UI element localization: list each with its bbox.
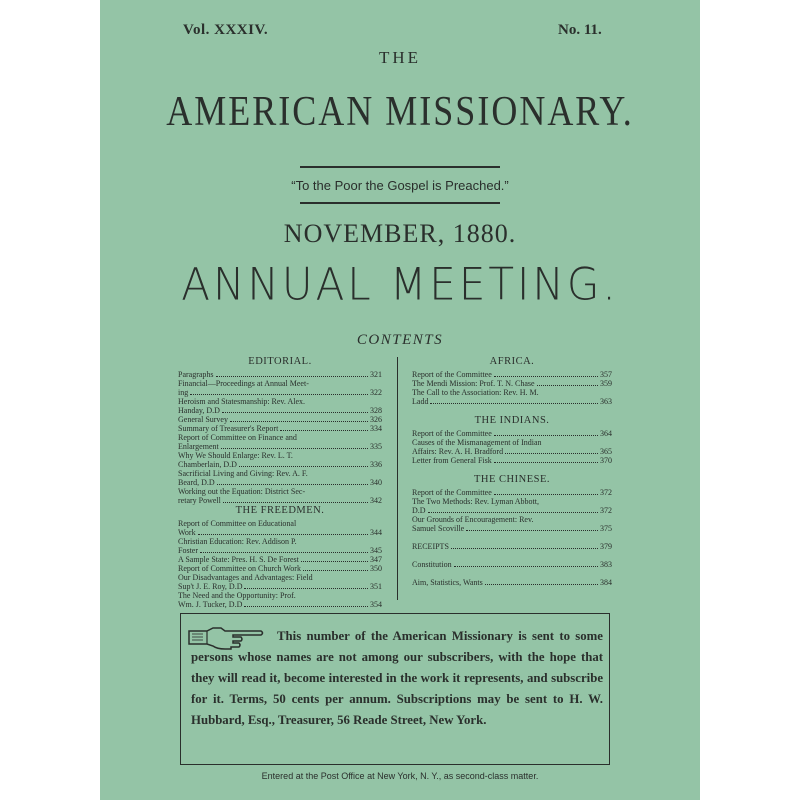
contents-entry-page: 354: [370, 600, 382, 609]
contents-entry-title: Report of the Committee: [412, 488, 492, 497]
contents-entry: [412, 497, 612, 506]
contents-entry: [412, 506, 612, 515]
leader-dots: [494, 376, 598, 377]
contents-entry-title: Sacrificial Living and Giving: Rev. A. F.: [178, 469, 308, 478]
contents-entry: [178, 370, 382, 379]
contents-spacer: [412, 465, 612, 474]
contents-entry-title: Aim, Statistics, Wants: [412, 578, 483, 587]
contents-entry-title: Report of Committee on Church Work: [178, 564, 301, 573]
contents-entry: [178, 573, 382, 582]
contents-entry: [178, 546, 382, 555]
contents-entry-title: Report of Committee on Educational: [178, 519, 297, 528]
contents-entry-page: 384: [600, 578, 612, 587]
contents-entry: [178, 424, 382, 433]
leader-dots: [537, 385, 598, 386]
contents-left-column: [178, 356, 382, 609]
contents-entry-title: Summary of Treasurer's Report: [178, 424, 279, 433]
leader-dots: [454, 566, 598, 567]
postal-entry-note: Entered at the Post Office at New York, N. Y., as second-class matter.: [261, 771, 539, 781]
volume-label: Vol. XXXIV.: [183, 22, 269, 38]
contents-entry: [412, 429, 612, 438]
contents-entry-title: The Mendi Mission: Prof. T. N. Chase: [412, 379, 535, 388]
contents-entry-title: The Call to the Association: Rev. H. M.: [412, 388, 539, 397]
contents-entry-page: 363: [600, 397, 612, 406]
leader-dots: [239, 466, 368, 467]
contents-section-heading: THE CHINESE.: [474, 474, 550, 485]
contents-entry: [412, 370, 612, 379]
contents-entry: [178, 460, 382, 469]
contents-entry: [178, 397, 382, 406]
contents-entry: [178, 537, 382, 546]
contents-entry-title: Samuel Scoville: [412, 524, 465, 533]
contents-entry: [178, 451, 382, 460]
contents-entry-title: A Sample State: Pres. H. S. De Forest: [178, 555, 299, 564]
contents-entry: [178, 582, 382, 591]
contents-entry-title: Work: [178, 528, 196, 537]
contents-entry-page: 364: [600, 429, 612, 438]
contents-entry: [178, 415, 382, 424]
leader-dots: [466, 530, 598, 531]
leader-dots: [428, 512, 598, 513]
contents-entry-title: retary Powell: [178, 496, 221, 505]
contents-section-heading: THE INDIANS.: [474, 415, 550, 426]
contents-entry-title: Report of the Committee: [412, 370, 492, 379]
contents-entry-page: 370: [600, 456, 612, 465]
contents-entry-page: 357: [600, 370, 612, 379]
contents-entry-title: Enlargement: [178, 442, 219, 451]
leader-dots: [198, 534, 368, 535]
column-divider: [397, 357, 398, 600]
contents-entry-title: The Two Methods: Rev. Lyman Abbott,: [412, 497, 539, 506]
contents-entry: [412, 488, 612, 497]
contents-entry: [178, 528, 382, 537]
contents-entry: [178, 600, 382, 609]
contents-entry-page: 379: [600, 542, 612, 551]
leader-dots: [223, 502, 368, 503]
contents-entry-title: Financial—Proceedings at Annual Meet-: [178, 379, 309, 388]
contents-entry: [412, 524, 612, 533]
contents-entry: [178, 442, 382, 451]
contents-entry-title: Chamberlain, D.D: [178, 460, 237, 469]
contents-entry: [178, 469, 382, 478]
leader-dots: [280, 430, 368, 431]
contents-section-heading: THE FREEDMEN.: [235, 505, 325, 516]
leader-dots: [494, 462, 598, 463]
leader-dots: [244, 588, 368, 589]
leader-dots: [494, 435, 598, 436]
contents-spacer: [412, 551, 612, 560]
contents-entry-page: 321: [370, 370, 382, 379]
contents-entry-page: 365: [600, 447, 612, 456]
contents-entry-title: Wm. J. Tucker, D.D: [178, 600, 243, 609]
contents-entry-page: 335: [370, 442, 382, 451]
contents-entry-page: 326: [370, 415, 382, 424]
contents-entry: [412, 515, 612, 524]
contents-entry: [412, 578, 612, 587]
contents-entry-title: Paragraphs: [178, 370, 214, 379]
issue-date: NOVEMBER, 1880.: [283, 219, 517, 248]
contents-entry-title: Beard, D.D: [178, 478, 215, 487]
contents-entry-title: Report of Committee on Finance and: [178, 433, 297, 442]
contents-heading: CONTENTS: [356, 332, 444, 348]
title-rule-top: [300, 166, 500, 168]
contents-entry-title: Letter from General Fisk: [412, 456, 492, 465]
contents-entry-title: Christian Education: Rev. Addison P.: [178, 537, 297, 546]
contents-entry-page: 372: [600, 488, 612, 497]
contents-entry-page: 359: [600, 379, 612, 388]
contents-entry: [412, 397, 612, 406]
contents-entry-page: 345: [370, 546, 382, 555]
contents-entry-page: 342: [370, 496, 382, 505]
contents-entry-title: Constitution: [412, 560, 452, 569]
leader-dots: [451, 548, 598, 549]
contents-entry: [412, 456, 612, 465]
contents-spacer: [412, 569, 612, 578]
leader-dots: [222, 412, 368, 413]
contents-entry: [412, 542, 612, 551]
contents-entry-page: 334: [370, 424, 382, 433]
leader-dots: [485, 584, 598, 585]
contents-entry-title: Why We Should Enlarge: Rev. L. T.: [178, 451, 293, 460]
contents-section-heading: EDITORIAL.: [248, 356, 312, 367]
contents-entry-title: Report of the Committee: [412, 429, 492, 438]
contents-entry: [412, 438, 612, 447]
contents-section-heading: AFRICA.: [489, 356, 535, 367]
leader-dots: [303, 570, 368, 571]
leader-dots: [301, 561, 368, 562]
contents-entry-title: Working out the Equation: District Sec-: [178, 487, 306, 496]
leader-dots: [230, 421, 368, 422]
motto: “To the Poor the Gospel is Preached.”: [291, 178, 509, 193]
title-article: THE: [378, 48, 422, 67]
contents-entry-title: RECEIPTS: [412, 542, 449, 551]
notice-text: This number of the American Missionary is sent to some persons whose names are not among our subscribers, with the hope that they will read it, become interested in the work it represents, and subscribe for it. Terms, 50 cents per annum. Subscriptions may be sent to H. W. Hubbard, Esq., Treasurer, 56 Reade Street, New York.: [191, 629, 603, 727]
contents-entry: [178, 388, 382, 397]
contents-entry-title: Heroism and Statesmanship: Rev. Alex.: [178, 397, 306, 406]
leader-dots: [494, 494, 598, 495]
contents-right-column: [412, 356, 612, 587]
contents-entry-page: 344: [370, 528, 382, 537]
contents-entry-title: Affairs: Rev. A. H. Bradford: [412, 447, 504, 456]
contents-entry-title: Sup't J. E. Roy, D.D: [178, 582, 243, 591]
contents-entry-title: Ladd: [412, 397, 429, 406]
leader-dots: [505, 453, 598, 454]
contents-entry: [412, 447, 612, 456]
issue-number: No. 11.: [558, 22, 602, 38]
leader-dots: [217, 484, 368, 485]
contents-entry-title: General Survey: [178, 415, 228, 424]
contents-entry-title: ing: [178, 388, 189, 397]
contents-entry-title: The Need and the Opportunity: Prof.: [178, 591, 296, 600]
issue-subtitle: ANNUAL MEETING.: [181, 258, 619, 311]
contents-spacer: [412, 406, 612, 415]
contents-entry-page: 322: [370, 388, 382, 397]
contents-entry: [178, 487, 382, 496]
contents-entry: [178, 406, 382, 415]
contents-entry: [178, 496, 382, 505]
contents-entry-page: 375: [600, 524, 612, 533]
contents-entry: [178, 519, 382, 528]
contents-entry: [178, 555, 382, 564]
leader-dots: [244, 606, 368, 607]
subscription-notice: [180, 613, 610, 765]
contents-entry-title: Our Disadvantages and Advantages: Field: [178, 573, 313, 582]
contents-entry-page: 340: [370, 478, 382, 487]
contents-entry-page: 351: [370, 582, 382, 591]
contents-entry-title: Handay, D.D: [178, 406, 220, 415]
contents-entry: [412, 388, 612, 397]
leader-dots: [430, 403, 598, 404]
contents-entry: [178, 379, 382, 388]
title-rule-bottom: [300, 202, 500, 204]
leader-dots: [221, 448, 368, 449]
contents-entry: [412, 560, 612, 569]
contents-entry: [178, 433, 382, 442]
contents-entry-page: 347: [370, 555, 382, 564]
leader-dots: [216, 376, 368, 377]
contents-entry: [178, 564, 382, 573]
contents-entry-page: 328: [370, 406, 382, 415]
contents-entry-page: 336: [370, 460, 382, 469]
contents-entry-page: 372: [600, 506, 612, 515]
contents-entry-title: Our Grounds of Encouragement: Rev.: [412, 515, 534, 524]
contents-entry-title: D.D: [412, 506, 426, 515]
contents-entry-title: Foster: [178, 546, 198, 555]
contents-entry: [412, 379, 612, 388]
contents-entry: [178, 591, 382, 600]
contents-entry-page: 383: [600, 560, 612, 569]
leader-dots: [190, 394, 368, 395]
contents-entry-page: 350: [370, 564, 382, 573]
contents-entry: [178, 478, 382, 487]
leader-dots: [200, 552, 368, 553]
magazine-cover: [100, 0, 700, 800]
publication-title: AMERICAN MISSIONARY.: [166, 87, 634, 135]
contents-spacer: [412, 533, 612, 542]
contents-entry-title: Causes of the Mismanagement of Indian: [412, 438, 542, 447]
